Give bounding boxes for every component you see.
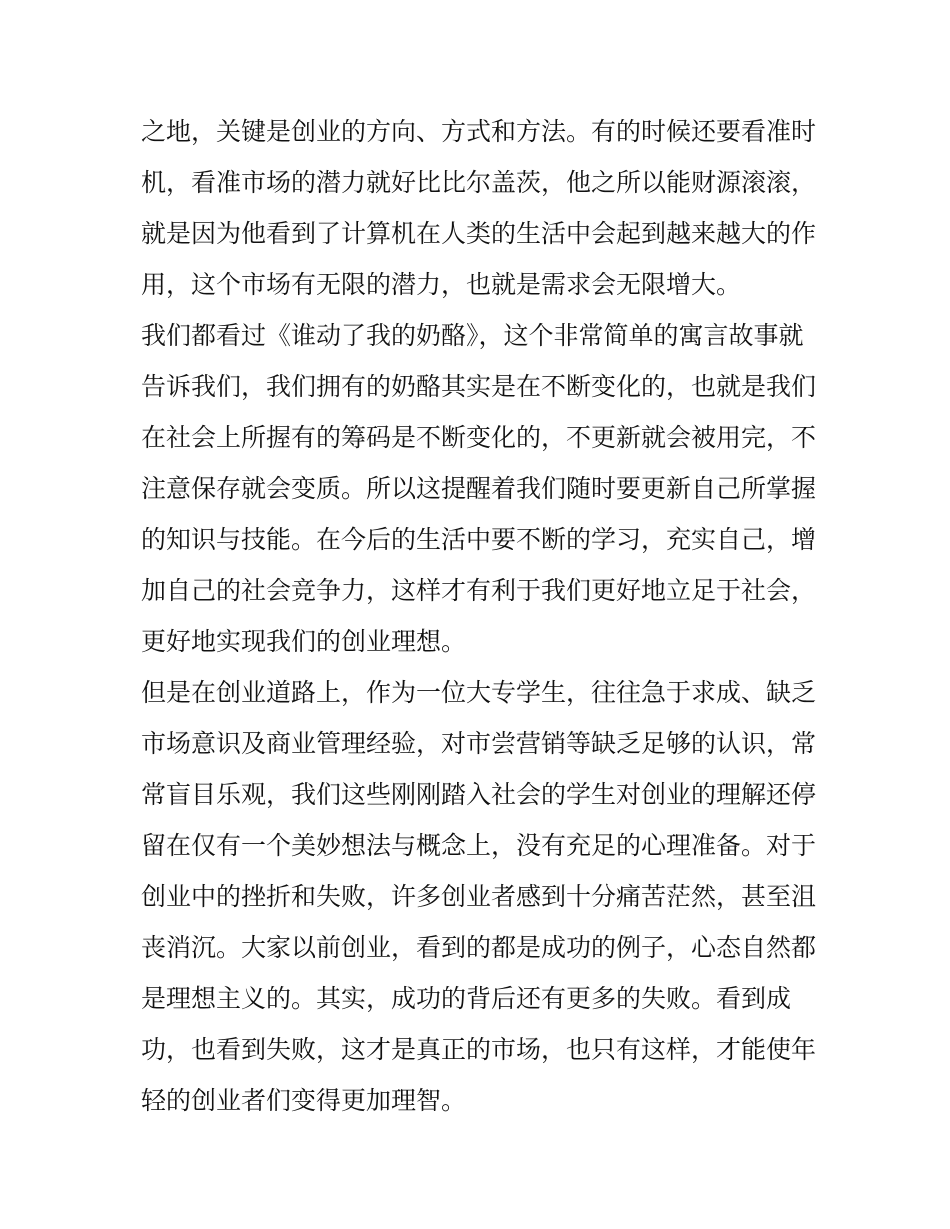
text-line: 市场意识及商业管理经验，对市尝营销等缺乏足够的认识，常 <box>141 729 817 758</box>
text-line: 我们都看过《谁动了我的奶酪》，这个非常简单的寓言故事就 <box>141 321 804 350</box>
text-line: 留在仅有一个美妙想法与概念上，没有充足的心理准备。对于 <box>141 831 817 860</box>
text-line: 功，也看到失败，这才是真正的市场，也只有这样，才能使年 <box>141 1035 817 1064</box>
text-line: 就是因为他看到了计算机在人类的生活中会起到越来越大的作 <box>141 219 817 248</box>
text-line: 在社会上所握有的筹码是不断变化的，不更新就会被用完，不 <box>141 423 817 452</box>
text-line: 的知识与技能。在今后的生活中要不断的学习，充实自己，增 <box>141 525 817 554</box>
text-line: 告诉我们，我们拥有的奶酪其实是在不断变化的，也就是我们 <box>141 372 817 401</box>
document-body <box>141 106 821 1126</box>
text-line: 机，看准市场的潜力就好比比尔盖茨，他之所以能财源滚滚， <box>141 168 817 197</box>
text-line: 注意保存就会变质。所以这提醒着我们随时要更新自己所掌握 <box>141 474 817 503</box>
text-line: 更好地实现我们的创业理想。 <box>141 627 467 656</box>
text-line: 丧消沉。大家以前创业，看到的都是成功的例子，心态自然都 <box>141 933 817 962</box>
text-line: 轻的创业者们变得更加理智。 <box>141 1086 467 1115</box>
text-line: 用，这个市场有无限的潜力，也就是需求会无限增大。 <box>141 270 742 299</box>
text-line: 常盲目乐观，我们这些刚刚踏入社会的学生对创业的理解还停 <box>141 780 817 809</box>
text-line: 之地，关键是创业的方向、方式和方法。有的时候还要看准时 <box>141 117 817 146</box>
text-line: 是理想主义的。其实，成功的背后还有更多的失败。看到成 <box>141 984 792 1013</box>
text-line: 加自己的社会竞争力，这样才有利于我们更好地立足于社会， <box>141 576 817 605</box>
text-line: 创业中的挫折和失败，许多创业者感到十分痛苦茫然，甚至沮 <box>141 882 817 911</box>
text-line: 但是在创业道路上，作为一位大专学生，往往急于求成、缺乏 <box>141 678 817 707</box>
